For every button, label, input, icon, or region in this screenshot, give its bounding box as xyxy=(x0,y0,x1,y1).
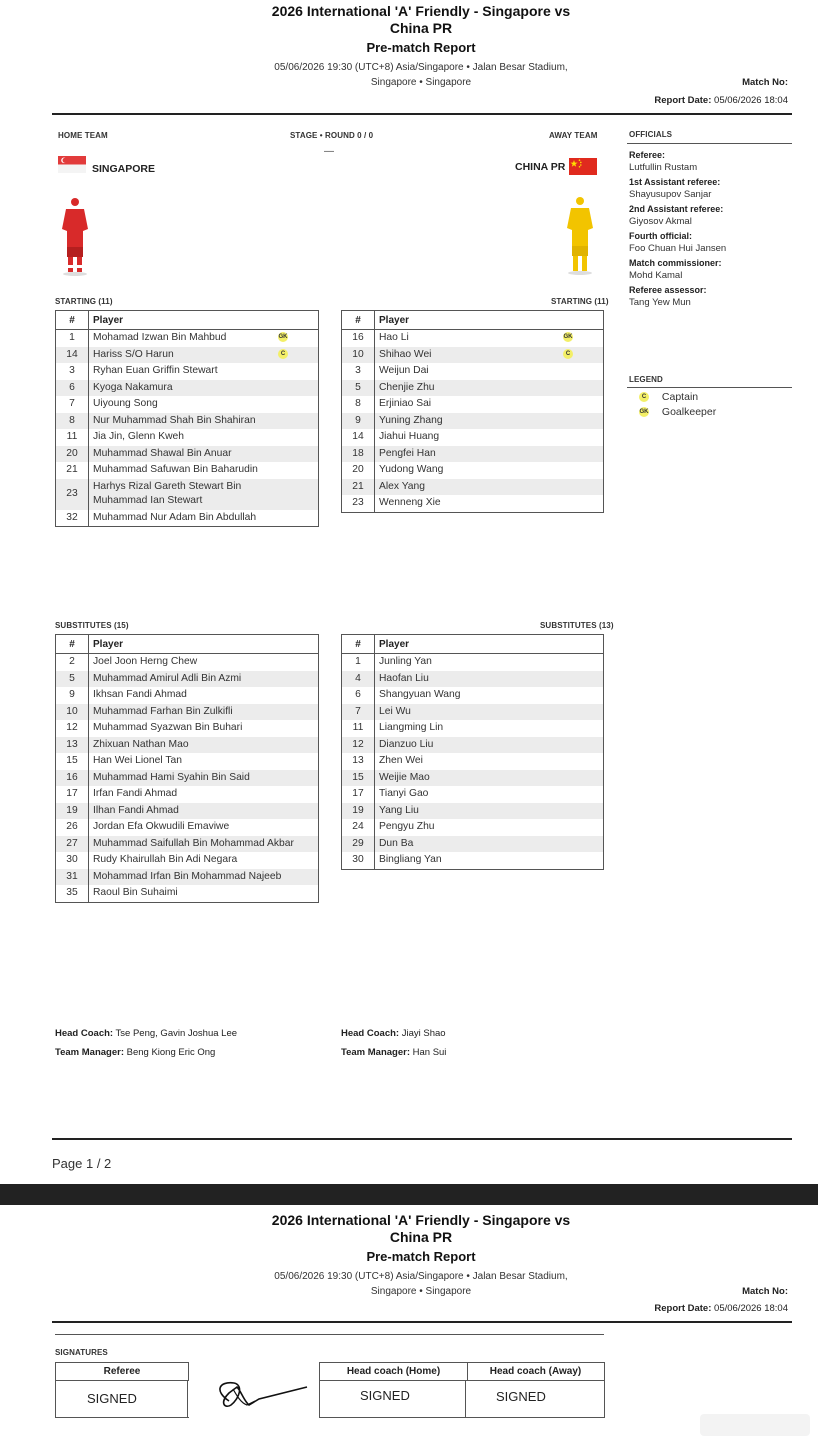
page-number: Page 1 / 2 xyxy=(52,1156,112,1171)
legend-heading: LEGEND xyxy=(629,375,663,384)
table-row xyxy=(342,654,604,671)
player-number: 26 xyxy=(56,819,89,836)
player-number: 27 xyxy=(56,836,89,853)
player-number: 19 xyxy=(56,803,89,820)
table-row xyxy=(342,413,604,430)
player-number: 5 xyxy=(342,380,375,397)
official-name: Tang Yew Mun xyxy=(629,297,691,308)
player-name: Liangming Lin xyxy=(379,722,444,733)
player-number: 30 xyxy=(342,852,375,869)
player-name: Muhammad Hami Syahin Bin Said xyxy=(89,770,319,787)
signatures-label: SIGNATURES xyxy=(55,1348,108,1357)
report-subtitle: Pre-match Report xyxy=(366,40,476,55)
p2-title-line2: China PR xyxy=(389,1229,453,1245)
away-subs-table xyxy=(341,634,604,870)
china-flag-icon xyxy=(569,158,597,180)
signatures-top-rule xyxy=(55,1334,604,1335)
official-item xyxy=(629,231,794,254)
col-num: # xyxy=(342,311,375,330)
player-number: 16 xyxy=(342,330,375,347)
player-number: 8 xyxy=(342,396,375,413)
col-player: Player xyxy=(89,311,275,330)
official-role: Match commissioner: xyxy=(629,258,722,268)
home-head-coach: Head Coach: Tse Peng, Gavin Joshua Lee xyxy=(55,1028,238,1039)
player-number: 3 xyxy=(342,363,375,380)
table-row xyxy=(342,380,604,397)
table-row xyxy=(56,737,319,754)
player-name: Irfan Fandi Ahmad xyxy=(93,788,178,799)
table-row xyxy=(56,396,319,413)
table-row xyxy=(342,671,604,688)
report-title-line1: 2026 International 'A' Friendly - Singapore vs xyxy=(271,3,571,19)
score-dash: — xyxy=(324,146,334,157)
player-number: 31 xyxy=(56,869,89,886)
player-name: Kyoga Nakamura xyxy=(89,380,275,397)
col-player: Player xyxy=(375,635,604,654)
player-number: 11 xyxy=(342,720,375,737)
referee-signed: SIGNED xyxy=(56,1381,188,1417)
away-team-name: CHINA PR xyxy=(515,161,566,173)
table-row xyxy=(56,413,319,430)
captain-badge-icon: C xyxy=(278,349,288,359)
officials-divider xyxy=(627,143,792,144)
player-number: 14 xyxy=(342,429,375,446)
table-row xyxy=(342,770,604,787)
official-name: Lutfullin Rustam xyxy=(629,162,698,173)
player-name: Erjiniao Sai xyxy=(379,398,432,409)
page-break xyxy=(0,1184,818,1205)
table-row xyxy=(56,819,319,836)
table-row xyxy=(56,446,319,463)
table-row xyxy=(56,429,319,446)
table-row xyxy=(56,885,319,902)
player-number: 9 xyxy=(56,687,89,704)
captain-badge-icon: C xyxy=(639,392,649,402)
table-row xyxy=(56,330,319,347)
home-team-name: SINGAPORE xyxy=(92,163,156,175)
official-role: 1st Assistant referee: xyxy=(629,177,721,187)
player-name: Bingliang Yan xyxy=(379,854,442,865)
player-name: Shangyuan Wang xyxy=(379,689,461,700)
player-name: Nur Muhammad Shah Bin Shahiran xyxy=(89,413,275,430)
report-title-line2: China PR xyxy=(389,20,453,36)
table-row xyxy=(56,462,319,479)
player-number: 18 xyxy=(342,446,375,463)
table-row xyxy=(342,462,604,479)
col-num: # xyxy=(56,635,89,654)
player-number: 2 xyxy=(56,654,89,671)
legend-captain-label: Captain xyxy=(661,391,699,403)
player-number: 21 xyxy=(342,479,375,496)
blurred-watermark xyxy=(700,1414,810,1436)
goalkeeper-badge-icon: GK xyxy=(563,334,573,341)
player-number: 7 xyxy=(56,396,89,413)
home-subs-label: SUBSTITUTES (15) xyxy=(55,621,129,630)
player-name: Ilhan Fandi Ahmad xyxy=(89,803,319,820)
player-name: Wenneng Xie xyxy=(379,497,441,508)
away-head-coach: Head Coach: Jiayi Shao xyxy=(341,1028,446,1039)
player-name: Pengfei Han xyxy=(375,446,560,463)
table-row xyxy=(342,396,604,413)
home-starting-table xyxy=(55,310,319,527)
official-role: Referee assessor: xyxy=(629,285,707,295)
official-item xyxy=(629,285,794,308)
table-row xyxy=(56,770,319,787)
player-name: Shihao Wei xyxy=(375,347,560,364)
player-name: Muhammad Shawal Bin Anuar xyxy=(89,446,275,463)
table-row xyxy=(56,720,319,737)
legend-divider xyxy=(627,387,792,388)
table-row xyxy=(342,495,604,512)
home-kit-icon xyxy=(58,197,92,282)
p2-subtitle: Pre-match Report xyxy=(366,1249,476,1264)
col-num: # xyxy=(56,311,89,330)
p2-meta-line2: Singapore • Singapore xyxy=(370,1286,472,1297)
player-name: Muhammad Safuwan Bin Baharudin xyxy=(93,464,258,475)
player-name: Junling Yan xyxy=(379,656,432,667)
player-name: Chenjie Zhu xyxy=(375,380,560,397)
official-name: Shayusupov Sanjar xyxy=(629,189,712,200)
player-number: 4 xyxy=(342,671,375,688)
p2-report-date: Report Date: 05/06/2026 18:04 xyxy=(654,1303,788,1314)
table-row xyxy=(342,429,604,446)
player-number: 13 xyxy=(56,737,89,754)
table-row xyxy=(342,479,604,496)
home-subs-table xyxy=(55,634,319,903)
away-team-label: AWAY TEAM xyxy=(549,131,598,140)
table-row xyxy=(56,687,319,704)
official-name: Giyosov Akmal xyxy=(629,216,692,227)
player-number: 11 xyxy=(56,429,89,446)
player-number: 23 xyxy=(56,479,89,510)
player-number: 30 xyxy=(56,852,89,869)
player-number: 17 xyxy=(342,786,375,803)
player-number: 21 xyxy=(56,462,89,479)
player-name: Pengyu Zhu xyxy=(379,821,435,832)
table-row xyxy=(342,836,604,853)
singapore-flag-icon xyxy=(58,156,86,178)
table-row xyxy=(342,687,604,704)
table-row xyxy=(342,737,604,754)
official-role: Referee: xyxy=(629,150,666,160)
table-row xyxy=(56,347,319,364)
table-row xyxy=(56,380,319,397)
table-row xyxy=(342,363,604,380)
table-row xyxy=(342,753,604,770)
table-row xyxy=(342,446,604,463)
player-number: 13 xyxy=(342,753,375,770)
match-meta-line2: Singapore • Singapore xyxy=(370,77,472,88)
player-number: 20 xyxy=(56,446,89,463)
player-name: Yudong Wang xyxy=(379,464,444,475)
table-row xyxy=(56,753,319,770)
official-item xyxy=(629,204,794,227)
player-name: Muhammad Syazwan Bin Buhari xyxy=(93,722,243,733)
player-number: 6 xyxy=(342,687,375,704)
player-name: Weijun Dai xyxy=(379,365,429,376)
stage-label: STAGE • ROUND 0 / 0 xyxy=(290,131,374,140)
col-referee: Referee xyxy=(56,1363,189,1381)
table-row xyxy=(342,720,604,737)
player-number: 12 xyxy=(342,737,375,754)
home-starting-label: STARTING (11) xyxy=(55,297,113,306)
away-starting-label: STARTING (11) xyxy=(551,297,609,306)
col-head-coach-home: Head coach (Home) xyxy=(319,1363,468,1381)
player-number: 15 xyxy=(56,753,89,770)
legend-captain xyxy=(639,391,698,403)
player-name: Jordan Efa Okwudili Emaviwe xyxy=(93,821,230,832)
player-name: Haofan Liu xyxy=(375,671,604,688)
player-number: 5 xyxy=(56,671,89,688)
player-number: 35 xyxy=(56,885,89,902)
match-no: Match No: xyxy=(742,77,788,88)
home-team-manager: Team Manager: Beng Kiong Eric Ong xyxy=(55,1047,216,1058)
player-name: Hariss S/O Harun xyxy=(89,347,275,364)
player-name: Ryhan Euan Griffin Stewart xyxy=(93,365,218,376)
officials-heading: OFFICIALS xyxy=(629,130,673,139)
table-row xyxy=(56,803,319,820)
table-row xyxy=(342,852,604,869)
col-player: Player xyxy=(375,311,560,330)
col-num: # xyxy=(342,635,375,654)
player-name: Mohammad Irfan Bin Mohammad Najeeb xyxy=(89,869,319,886)
table-row xyxy=(56,704,319,721)
away-kit-icon xyxy=(563,196,597,281)
player-name: Raoul Bin Suhaimi xyxy=(93,887,178,898)
away-team-manager: Team Manager: Han Sui xyxy=(341,1047,447,1058)
player-name: Yang Liu xyxy=(375,803,604,820)
col-player: Player xyxy=(89,635,319,654)
player-number: 23 xyxy=(342,495,375,512)
away-subs-label: SUBSTITUTES (13) xyxy=(540,621,614,630)
col-head-coach-away: Head coach (Away) xyxy=(467,1363,604,1381)
player-name: Rudy Khairullah Bin Adi Negara xyxy=(93,854,238,865)
table-row xyxy=(56,654,319,671)
table-row xyxy=(56,836,319,853)
table-row xyxy=(342,819,604,836)
officials-list xyxy=(629,150,794,312)
footer-divider xyxy=(52,1138,792,1140)
player-name: Ikhsan Fandi Ahmad xyxy=(93,689,187,700)
player-name: Muhammad Farhan Bin Zulkifli xyxy=(89,704,319,721)
player-name: Lei Wu xyxy=(375,704,604,721)
player-name: Harhys Rizal Gareth Stewart Bin Muhammad Ian Stewart xyxy=(89,479,275,510)
player-number: 20 xyxy=(342,462,375,479)
player-number: 8 xyxy=(56,413,89,430)
legend-goalkeeper-label: Goalkeeper xyxy=(661,406,717,418)
home-team-label: HOME TEAM xyxy=(58,131,108,140)
captain-badge-icon: C xyxy=(563,349,573,359)
player-name: Muhammad Amirul Adli Bin Azmi xyxy=(89,671,319,688)
away-coach-signed: SIGNED xyxy=(496,1389,546,1404)
player-name: Dun Ba xyxy=(375,836,604,853)
official-item xyxy=(629,177,794,200)
player-name: Zhen Wei xyxy=(379,755,423,766)
signatures-table xyxy=(55,1362,605,1418)
table-row xyxy=(56,869,319,886)
goalkeeper-badge-icon: GK xyxy=(639,409,649,416)
referee-signature-image xyxy=(189,1361,319,1419)
player-number: 7 xyxy=(342,704,375,721)
official-name: Mohd Kamal xyxy=(629,270,683,281)
p2-meta-line1: 05/06/2026 19:30 (UTC+8) Asia/Singapore • Jalan Besar Stadium, xyxy=(274,1271,568,1282)
official-role: Fourth official: xyxy=(629,231,692,241)
header-divider xyxy=(52,113,792,115)
player-name: Dianzuo Liu xyxy=(375,737,604,754)
home-coach-signed: SIGNED xyxy=(319,1381,466,1417)
player-name: Zhixuan Nathan Mao xyxy=(89,737,319,754)
table-row xyxy=(56,479,319,510)
player-name: Jiahui Huang xyxy=(379,431,440,442)
table-row xyxy=(56,786,319,803)
player-name: Tianyi Gao xyxy=(379,788,429,799)
player-name: Yuning Zhang xyxy=(375,413,560,430)
player-name: Jia Jin, Glenn Kweh xyxy=(93,431,185,442)
player-number: 9 xyxy=(342,413,375,430)
report-date: Report Date: 05/06/2026 18:04 xyxy=(654,95,788,106)
player-number: 10 xyxy=(342,347,375,364)
player-number: 16 xyxy=(56,770,89,787)
official-item xyxy=(629,150,794,173)
player-number: 1 xyxy=(56,330,89,347)
official-name: Foo Chuan Hui Jansen xyxy=(629,243,727,254)
player-name: Muhammad Nur Adam Bin Abdullah xyxy=(93,511,257,523)
player-name: Alex Yang xyxy=(375,479,560,496)
player-name: Weijie Mao xyxy=(375,770,604,787)
official-role: 2nd Assistant referee: xyxy=(629,204,724,214)
away-starting-table xyxy=(341,310,604,513)
player-name: Han Wei Lionel Tan xyxy=(93,755,182,766)
player-number: 3 xyxy=(56,363,89,380)
p2-header-divider xyxy=(52,1321,792,1323)
player-name: Joel Joon Herng Chew xyxy=(93,656,198,667)
table-row xyxy=(342,786,604,803)
player-name: Uiyoung Song xyxy=(93,398,158,409)
player-name: Muhammad Saifullah Bin Mohammad Akbar xyxy=(89,836,319,853)
player-name: Mohamad Izwan Bin Mahbud xyxy=(93,332,227,343)
table-row xyxy=(342,330,604,347)
player-number: 32 xyxy=(56,510,89,527)
table-row xyxy=(342,347,604,364)
table-row xyxy=(56,363,319,380)
player-number: 10 xyxy=(56,704,89,721)
player-number: 15 xyxy=(342,770,375,787)
player-number: 1 xyxy=(342,654,375,671)
player-number: 6 xyxy=(56,380,89,397)
table-row xyxy=(342,704,604,721)
table-row xyxy=(56,852,319,869)
player-name: Hao Li xyxy=(379,332,409,343)
official-item xyxy=(629,258,794,281)
player-number: 17 xyxy=(56,786,89,803)
player-number: 14 xyxy=(56,347,89,364)
table-row xyxy=(342,803,604,820)
p2-match-no: Match No: xyxy=(742,1286,788,1297)
table-row xyxy=(56,510,319,527)
goalkeeper-badge-icon: GK xyxy=(278,334,288,341)
table-row xyxy=(56,671,319,688)
player-number: 24 xyxy=(342,819,375,836)
player-number: 29 xyxy=(342,836,375,853)
player-number: 19 xyxy=(342,803,375,820)
player-number: 12 xyxy=(56,720,89,737)
legend-goalkeeper xyxy=(639,406,716,418)
match-meta-line1: 05/06/2026 19:30 (UTC+8) Asia/Singapore • Jalan Besar Stadium, xyxy=(274,62,568,73)
p2-title-line1: 2026 International 'A' Friendly - Singapore vs xyxy=(271,1212,571,1228)
